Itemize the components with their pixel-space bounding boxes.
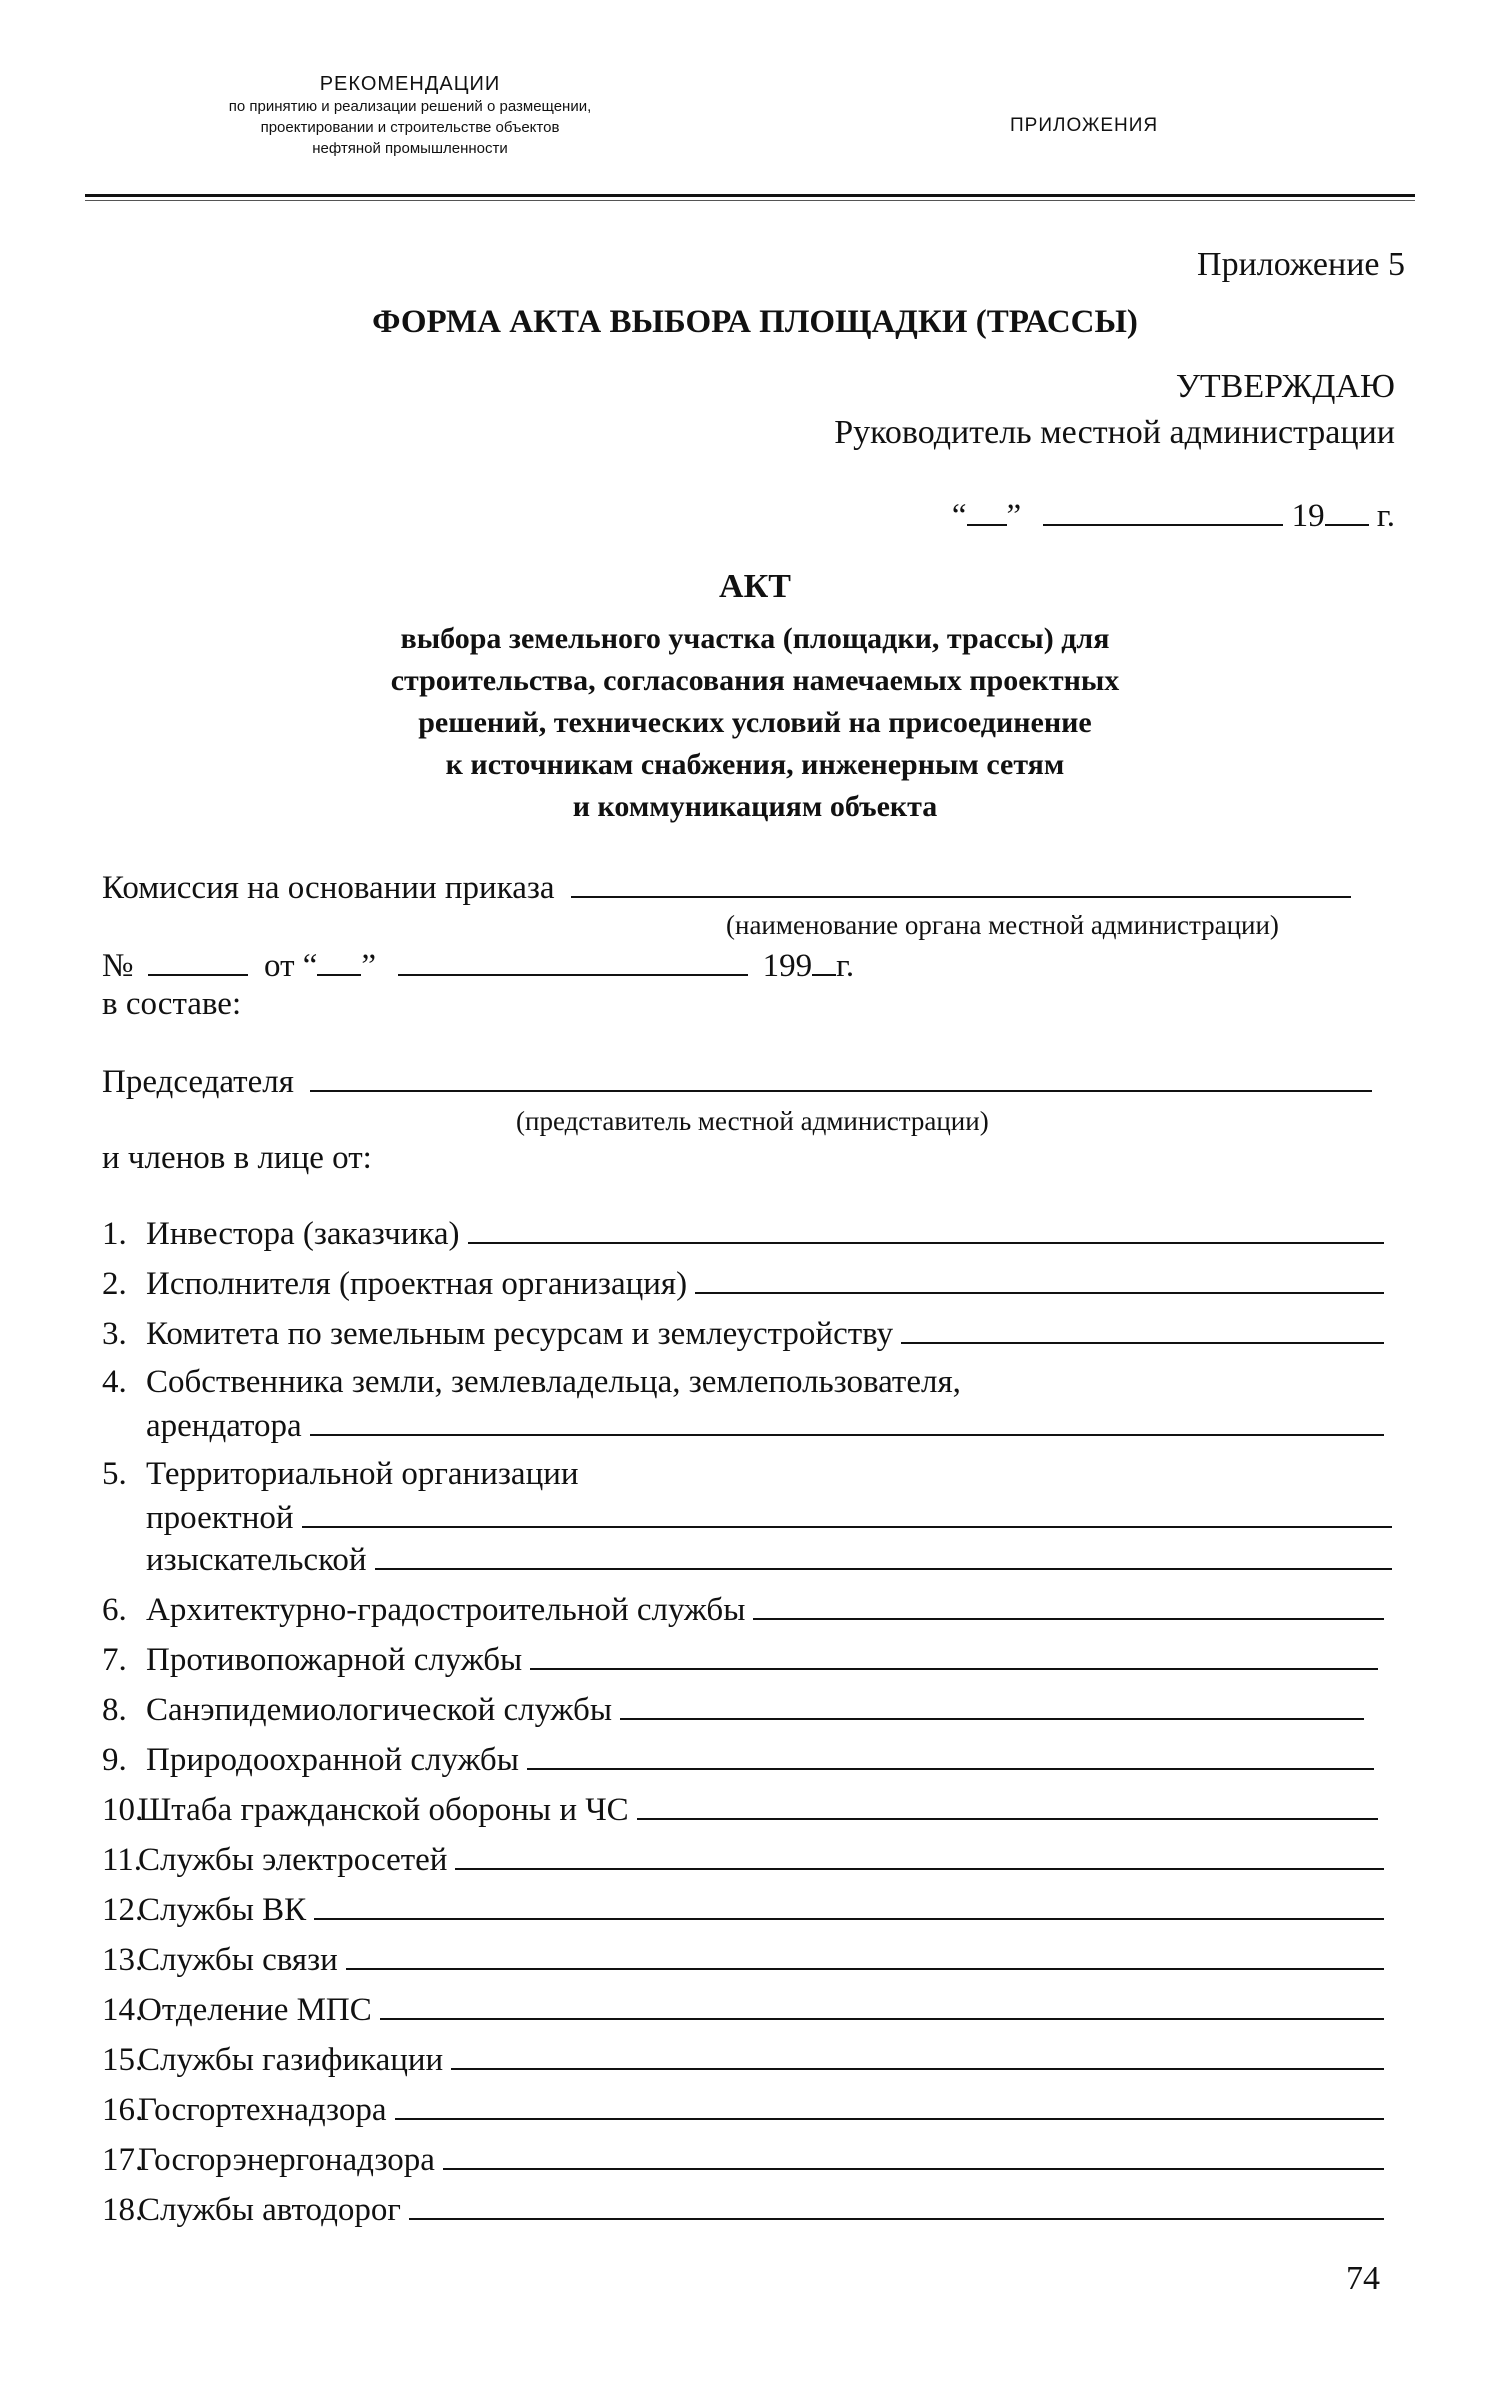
list-item-blank[interactable] — [527, 1740, 1374, 1770]
list-item-number: 17. — [102, 2142, 144, 2178]
list-item-number: 13. — [102, 1942, 144, 1978]
list-item-blank[interactable] — [753, 1590, 1384, 1620]
list-item — [102, 1890, 1384, 1929]
header-rule — [85, 194, 1415, 197]
composition-label: в составе: — [102, 986, 242, 1022]
list-item — [102, 1314, 1384, 1353]
order-month-blank[interactable] — [398, 944, 748, 976]
list-item-number: 6. — [102, 1592, 127, 1628]
order-number-line — [102, 944, 854, 985]
list-item-subline — [146, 1498, 1392, 1537]
list-item-text: Госгортехнадзора — [138, 2092, 387, 2128]
list-item-blank[interactable] — [455, 1840, 1384, 1870]
list-item-text: Санэпидемиологической службы — [146, 1692, 612, 1728]
act-subtitle-line: к источникам снабжения, инженерным сетям — [445, 748, 1065, 781]
list-item-blank[interactable] — [380, 1990, 1384, 2020]
list-item-blank[interactable] — [901, 1314, 1384, 1344]
number-sign: № — [102, 948, 134, 984]
list-item-text: Комитета по земельным ресурсам и землеустройству — [146, 1316, 894, 1352]
order-year-blank[interactable] — [812, 944, 836, 976]
header-title: РЕКОМЕНДАЦИИ — [319, 73, 501, 95]
order-number-blank[interactable] — [148, 944, 248, 976]
list-item — [102, 1690, 1364, 1729]
act-subtitle-line: и коммуникациям объекта — [572, 790, 938, 823]
list-item-blank[interactable] — [468, 1214, 1384, 1244]
approval-head: Руководитель местной администрации — [834, 414, 1395, 451]
list-item-number: 1. — [102, 1216, 127, 1252]
act-subtitle-line: решений, технических условий на присоединение — [418, 706, 1092, 739]
close-quote: ” — [1006, 498, 1022, 534]
month-blank[interactable] — [1043, 494, 1283, 526]
list-item-number: 11. — [102, 1842, 143, 1878]
running-header-right: ПРИЛОЖЕНИЯ — [1010, 115, 1159, 136]
list-item — [102, 1940, 1384, 1979]
header-line: по принятию и реализации решений о размещении, — [228, 98, 592, 115]
chair-blank[interactable] — [310, 1060, 1372, 1092]
order-year-suffix: г. — [836, 948, 855, 984]
list-item — [102, 1790, 1378, 1829]
list-item-number: 2. — [102, 1266, 127, 1302]
header-line: нефтяной промышленности — [312, 140, 508, 157]
list-item-text: Службы газификации — [138, 2042, 444, 2078]
list-item-blank[interactable] — [409, 2190, 1384, 2220]
list-item — [102, 2140, 1384, 2179]
chair-line — [102, 1060, 1372, 1101]
act-subtitle — [0, 618, 1510, 828]
list-item-number: 4. — [102, 1364, 127, 1400]
list-item — [102, 1364, 1384, 1401]
list-item — [102, 1264, 1384, 1303]
act-subtitle-line: строительства, согласования намечаемых проектных — [390, 664, 1120, 697]
chair-label: Председателя — [102, 1064, 294, 1100]
list-item — [102, 1840, 1384, 1879]
list-item-blank[interactable] — [695, 1264, 1384, 1294]
list-item-text: Собственника земли, землевладельца, землепользователя, — [146, 1364, 961, 1400]
list-item-blank[interactable] — [346, 1940, 1384, 1970]
list-item-blank[interactable] — [443, 2140, 1384, 2170]
open-quote: “ — [302, 948, 318, 984]
list-item-text: Службы электросетей — [138, 1842, 448, 1878]
list-item-text: Природоохранной службы — [146, 1742, 519, 1778]
list-item-number: 15. — [102, 2042, 144, 2078]
list-item — [102, 1990, 1384, 2029]
list-item-text: Госгорэнергонадзора — [138, 2142, 435, 2178]
close-quote: ” — [361, 948, 377, 984]
list-item-text: Исполнителя (проектная организация) — [146, 1266, 688, 1302]
year-suffix: г. — [1376, 498, 1395, 534]
list-item-text: Архитектурно-градостроительной службы — [146, 1592, 746, 1628]
list-item-subline — [146, 1540, 1392, 1579]
list-item-number: 8. — [102, 1692, 127, 1728]
chair-caption: (представитель местной администрации) — [516, 1106, 989, 1136]
header-line: проектировании и строительстве объектов — [260, 119, 560, 136]
list-item-number: 9. — [102, 1742, 127, 1778]
list-item-number: 7. — [102, 1642, 127, 1678]
list-item — [102, 2090, 1384, 2129]
list-item-text: Службы связи — [138, 1942, 338, 1978]
list-item-blank[interactable] — [620, 1690, 1364, 1720]
form-title: ФОРМА АКТА ВЫБОРА ПЛОЩАДКИ (ТРАССЫ) — [372, 304, 1138, 340]
list-item-blank[interactable] — [314, 1890, 1384, 1920]
list-item-blank[interactable] — [302, 1498, 1392, 1528]
list-item — [102, 1456, 1384, 1493]
list-item-subtext: проектной — [146, 1500, 294, 1536]
commission-caption: (наименование органа местной администрации) — [726, 910, 1279, 940]
act-subtitle-line: выбора земельного участка (площадки, трассы) для — [400, 622, 1110, 655]
list-item-number: 3. — [102, 1316, 127, 1352]
list-item-text: Службы автодорог — [138, 2192, 401, 2228]
list-item-number: 18. — [102, 2192, 144, 2228]
year-prefix: 19 — [1291, 498, 1325, 534]
list-item-text: Инвестора (заказчика) — [146, 1216, 460, 1252]
commission-line — [102, 866, 1351, 907]
order-year-prefix: 199 — [762, 948, 813, 984]
list-item-text: Противопожарной службы — [146, 1642, 523, 1678]
year-blank[interactable] — [1325, 494, 1369, 526]
appendix-label: Приложение 5 — [1197, 246, 1405, 283]
list-item — [102, 2040, 1384, 2079]
list-item-text: Службы ВК — [138, 1892, 307, 1928]
list-item-blank[interactable] — [530, 1640, 1378, 1670]
commission-label: Комиссия на основании приказа — [102, 870, 555, 906]
list-item-text: Штаба гражданской обороны и ЧС — [138, 1792, 629, 1828]
list-item — [102, 1740, 1374, 1779]
list-item-number: 5. — [102, 1456, 127, 1492]
list-item-blank[interactable] — [395, 2090, 1384, 2120]
list-item-number: 14. — [102, 1992, 144, 2028]
list-item — [102, 1214, 1384, 1253]
approval-heading: УТВЕРЖДАЮ — [1175, 368, 1395, 405]
members-label: и членов в лице от: — [102, 1140, 372, 1176]
order-blank[interactable] — [571, 866, 1351, 898]
list-item-number: 10. — [102, 1792, 144, 1828]
act-title: АКТ — [719, 568, 791, 605]
list-item-subtext: арендатора — [146, 1408, 302, 1444]
list-item-blank[interactable] — [451, 2040, 1384, 2070]
from-label: от — [264, 948, 295, 984]
list-item-text: Территориальной организации — [146, 1456, 579, 1492]
list-item — [102, 2190, 1384, 2229]
day-blank[interactable] — [967, 494, 1007, 526]
running-header-left — [120, 72, 700, 159]
list-item-number: 16. — [102, 2092, 144, 2128]
header-rule-thin — [85, 200, 1415, 201]
list-item-blank[interactable] — [637, 1790, 1378, 1820]
approval-date-line — [952, 494, 1395, 535]
list-item — [102, 1640, 1378, 1679]
list-item-blank[interactable] — [375, 1540, 1392, 1570]
order-day-blank[interactable] — [317, 944, 361, 976]
list-item-subline — [146, 1406, 1384, 1445]
list-item-subtext: изыскательской — [146, 1542, 367, 1578]
page-number: 74 — [1346, 2260, 1380, 2297]
list-item-blank[interactable] — [310, 1406, 1384, 1436]
open-quote: “ — [951, 498, 967, 534]
list-item-number: 12. — [102, 1892, 144, 1928]
list-item — [102, 1590, 1384, 1629]
list-item-text: Отделение МПС — [138, 1992, 372, 2028]
